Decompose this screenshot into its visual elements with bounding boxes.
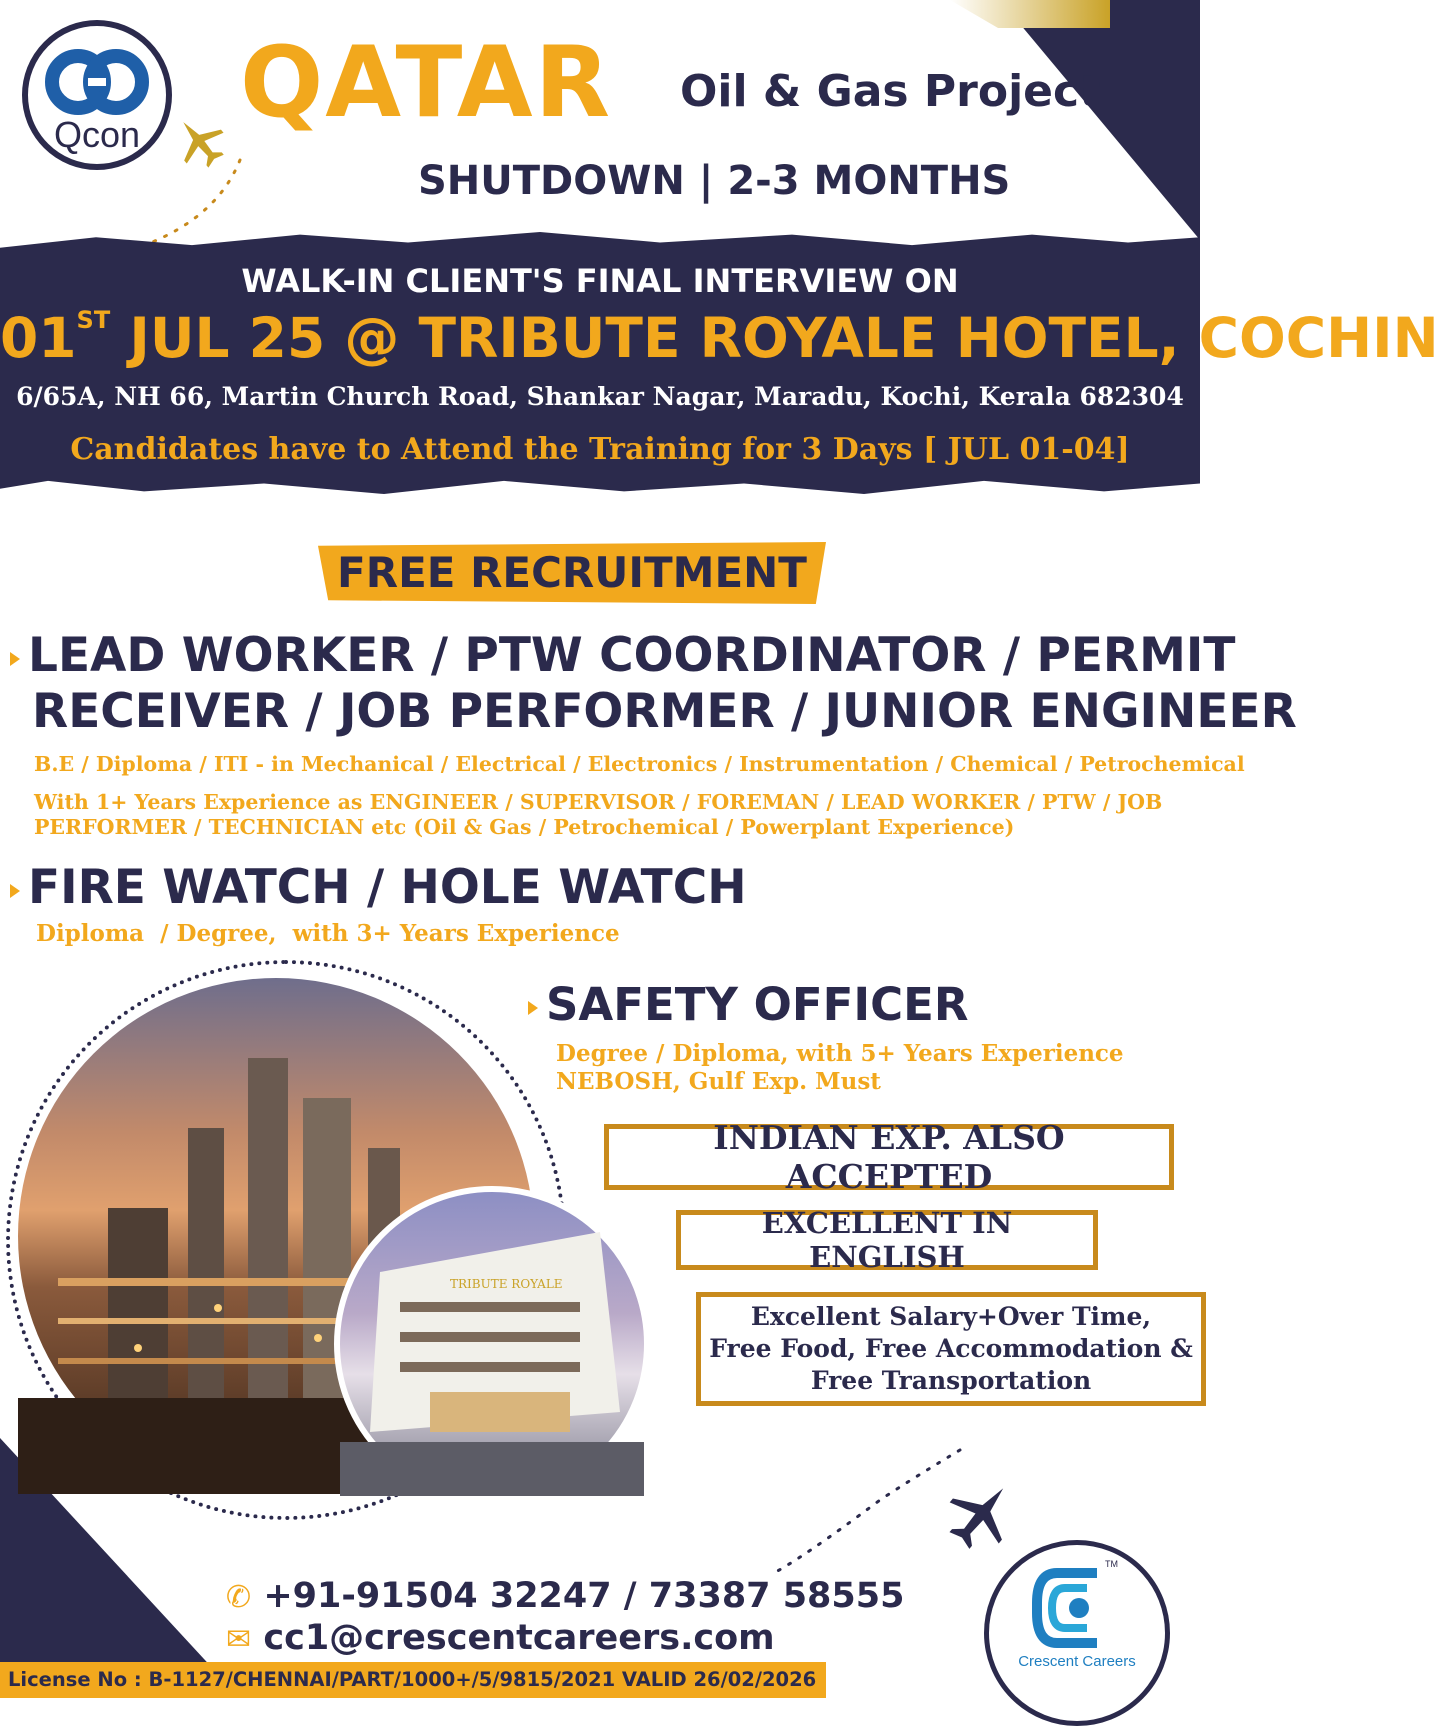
position-2-title-text: FIRE WATCH / HOLE WATCH xyxy=(28,860,747,915)
email-row xyxy=(226,1618,775,1658)
interview-line1: WALK-IN CLIENT'S FINAL INTERVIEW ON xyxy=(241,262,959,300)
benefits-text xyxy=(709,1301,1193,1397)
project-title: Oil & Gas Project xyxy=(680,66,1101,117)
position-3-qualification-line1: Degree / Diploma, with 5+ Years Experience xyxy=(556,1040,1124,1067)
position-3-qualification-line2: NEBOSH, Gulf Exp. Must xyxy=(556,1068,881,1095)
indian-exp-box xyxy=(604,1118,1174,1196)
airplane-icon xyxy=(940,1476,1020,1556)
bullet-icon xyxy=(10,652,20,666)
position-1-title-line1: LEAD WORKER / PTW COORDINATOR / PERMIT xyxy=(28,628,1236,683)
free-recruitment-label: FREE RECRUITMENT xyxy=(337,548,807,597)
position-1-experience xyxy=(34,790,1162,840)
qcon-logo-mark xyxy=(28,40,166,120)
phone-icon: ✆ xyxy=(226,1580,252,1615)
crescent-careers-label: Crescent Careers xyxy=(1018,1653,1136,1670)
email-icon: ✉ xyxy=(226,1622,252,1657)
corner-decoration-top-right xyxy=(1000,0,1200,240)
position-2-qualification: Diploma / Degree, with 3+ Years Experience xyxy=(36,920,620,947)
qcon-logo-text: Qcon xyxy=(53,114,141,155)
duration-label: SHUTDOWN | 2-3 MONTHS xyxy=(418,158,1011,204)
benefits-line2: Free Food, Free Accommodation & xyxy=(709,1334,1193,1363)
benefits-box xyxy=(696,1292,1206,1406)
position-1-title-line2: RECEIVER / JOB PERFORMER / JUNIOR ENGINEER xyxy=(32,684,1297,739)
benefits-line3: Free Transportation xyxy=(810,1366,1092,1395)
crescent-logo-mark xyxy=(1027,1563,1127,1653)
position-3-qualification xyxy=(556,1040,1124,1096)
venue-address: 6/65A, NH 66, Martin Church Road, Shankar Nagar, Maradu, Kochi, Kerala 682304 xyxy=(16,382,1184,411)
position-1-experience-line2: PERFORMER / TECHNICIAN etc (Oil & Gas / Petrochemical / Powerplant Experience) xyxy=(34,815,1015,839)
phone-number[interactable]: +91-91504 32247 / 73387 58555 xyxy=(263,1576,905,1616)
interview-date-suffix: ST xyxy=(76,306,111,334)
english-label: EXCELLENT IN ENGLISH xyxy=(761,1206,1013,1274)
bullet-icon xyxy=(10,884,20,898)
interview-date-venue-text: JUL 25 @ TRIBUTE ROYALE HOTEL, COCHIN xyxy=(129,306,1439,370)
gold-stripe-decoration xyxy=(950,0,1110,28)
position-2-title xyxy=(10,860,747,915)
position-1-experience-line1: With 1+ Years Experience as ENGINEER / SUPERVISOR / FOREMAN / LEAD WORKER / PTW / JOB xyxy=(34,790,1163,814)
interview-date-day: 01 xyxy=(0,306,77,370)
crescent-careers-logo xyxy=(984,1540,1170,1726)
english-box xyxy=(676,1206,1098,1274)
email-address[interactable]: cc1@crescentcareers.com xyxy=(263,1618,775,1658)
license-text: License No : B-1127/CHENNAI/PART/1000+/5/9815/2021 VALID 26/02/2026 xyxy=(8,1668,817,1691)
hotel-sign: TRIBUTE ROYALE xyxy=(450,1277,563,1291)
position-1-qualification: B.E / Diploma / ITI - in Mechanical / Electrical / Electronics / Instrumentation / Chemical / Petrochemical xyxy=(34,752,1245,776)
airplane-icon xyxy=(170,112,230,172)
interview-date-venue xyxy=(0,306,1439,370)
position-3-title-text: SAFETY OFFICER xyxy=(546,978,969,1031)
benefits-line1: Excellent Salary+Over Time, xyxy=(750,1302,1152,1331)
position-1-title xyxy=(10,628,1297,740)
indian-exp-label: INDIAN EXP. ALSO ACCEPTED xyxy=(713,1118,1065,1196)
hotel-illustration xyxy=(340,1192,644,1496)
crescent-tm: TM xyxy=(1105,1559,1118,1569)
country-title: QATAR xyxy=(240,26,613,140)
position-3-title xyxy=(528,978,969,1031)
hotel-photo xyxy=(334,1186,650,1502)
phone-row xyxy=(226,1576,904,1616)
qcon-logo xyxy=(22,20,172,170)
training-note: Candidates have to Attend the Training for 3 Days [ JUL 01-04] xyxy=(70,432,1130,467)
